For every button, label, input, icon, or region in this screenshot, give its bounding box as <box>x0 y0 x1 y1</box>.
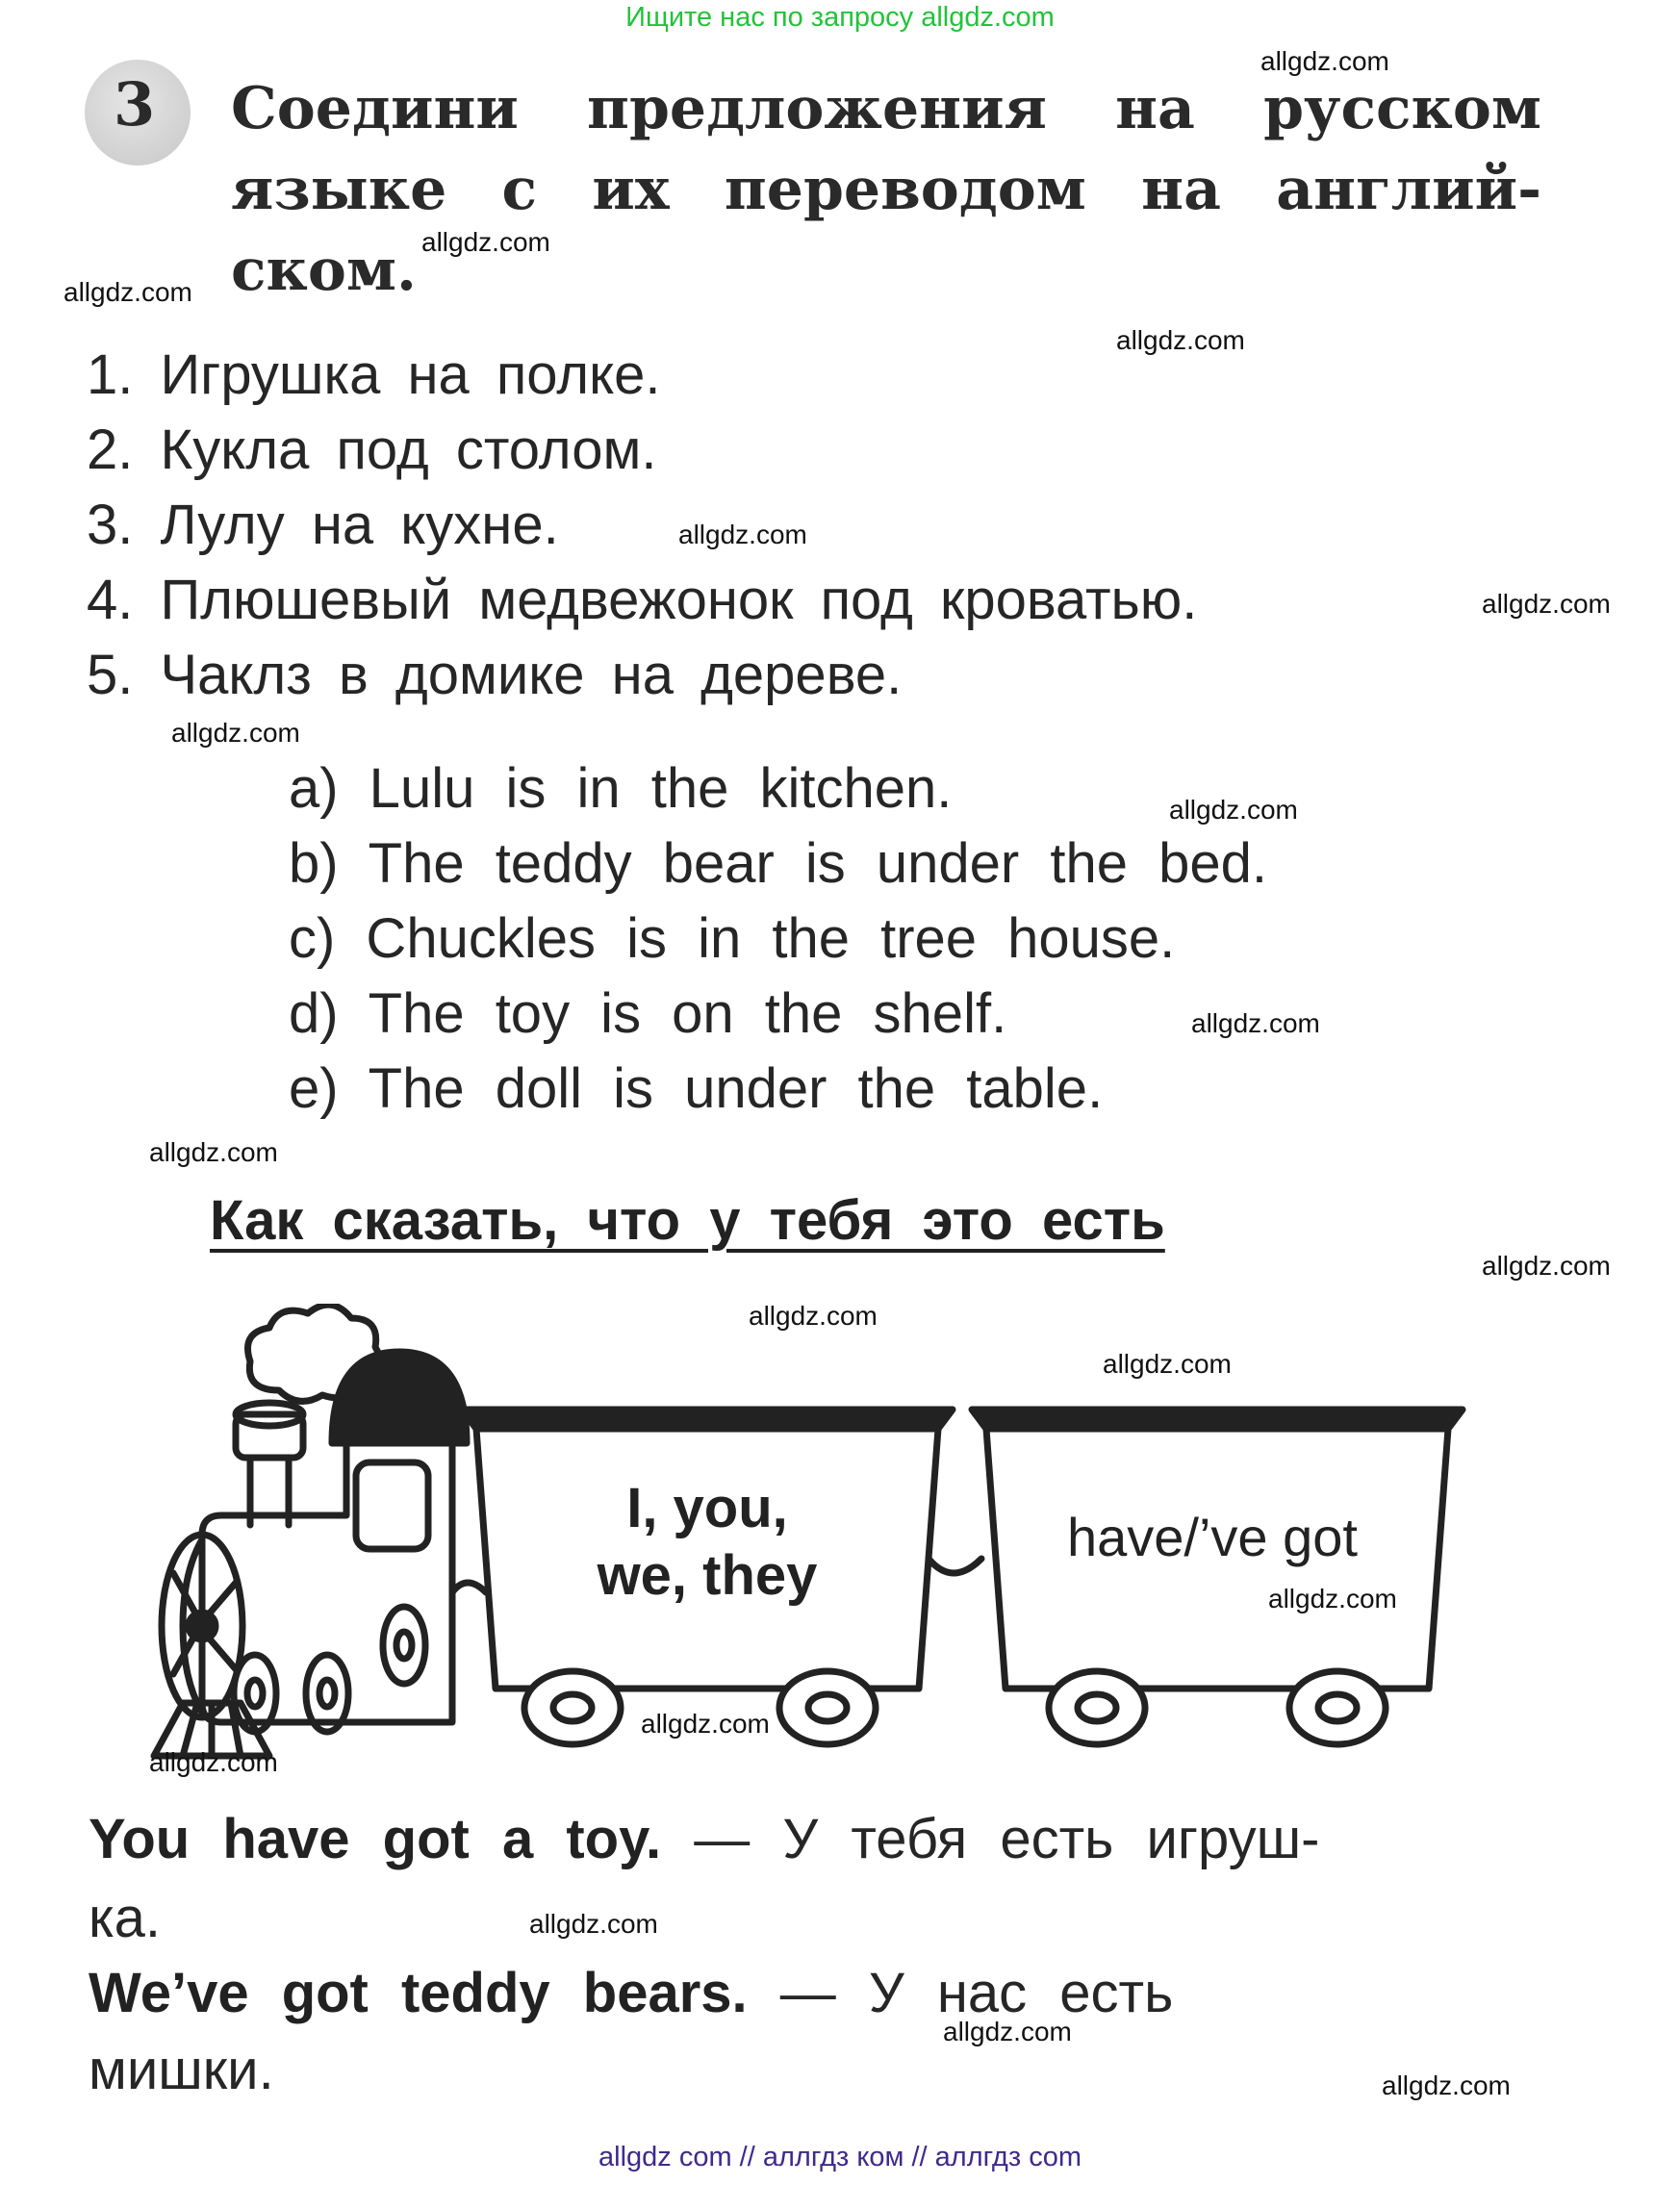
english-sentence-b: b) The teddy bear is under the bed. <box>289 832 1267 895</box>
example-1-english: You have got a toy. <box>89 1808 662 1870</box>
wagon-wheel-icon <box>779 1671 876 1744</box>
grammar-heading: Как сказать, что у тебя это есть <box>210 1189 1165 1252</box>
wagon-wheel-icon <box>1049 1671 1145 1744</box>
example-2 <box>89 1961 1173 2025</box>
watermark: allgdz.com <box>149 1747 278 1777</box>
watermark: allgdz.com <box>1482 589 1611 619</box>
wagon-wheel-icon <box>1289 1671 1386 1744</box>
english-sentence-a: a) Lulu is in the kitchen. <box>289 757 953 820</box>
cab-roof-icon <box>332 1352 467 1443</box>
watermark: allgdz.com <box>1103 1349 1232 1379</box>
watermark: allgdz.com <box>64 277 192 307</box>
russian-sentence-5: 5. Чаклз в домике на дереве. <box>87 644 903 706</box>
watermark: allgdz.com <box>1268 1584 1397 1613</box>
example-2-continued: мишки. <box>89 2039 274 2101</box>
watermark: allgdz.com <box>171 718 300 748</box>
russian-sentence-4: 4. Плюшевый медвежонок под кроватью. <box>87 569 1198 631</box>
watermark: allgdz.com <box>1482 1251 1611 1281</box>
locomotive-wheel-icon <box>383 1607 425 1684</box>
example-1-continued: ка. <box>89 1887 162 1949</box>
cab-window-icon <box>356 1462 428 1549</box>
english-sentence-c: c) Chuckles is in the tree house. <box>289 907 1176 970</box>
watermark: allgdz.com <box>1260 46 1389 76</box>
watermark: allgdz.com <box>1382 2071 1511 2100</box>
top-search-link[interactable]: Ищите нас по запросу allgdz.com <box>625 2 1055 33</box>
watermark: allgdz.com <box>749 1301 878 1331</box>
watermark: allgdz.com <box>1191 1008 1320 1038</box>
example-2-russian: — У нас есть <box>779 1962 1174 2024</box>
russian-sentence-3: 3. Лулу на кухне. <box>87 494 559 556</box>
exercise-number: 3 <box>114 69 156 140</box>
wagon-wheel-icon <box>524 1671 621 1744</box>
wagon-1-pronouns-line1: I, you, <box>626 1477 788 1539</box>
watermark: allgdz.com <box>529 1909 658 1939</box>
train-illustration <box>144 1304 1491 1785</box>
task-line-1: Соедини предложения на русском <box>231 75 1541 142</box>
watermark: allgdz.com <box>149 1137 278 1167</box>
english-sentence-d: d) The toy is on the shelf. <box>289 982 1007 1045</box>
russian-sentence-1: 1. Игрушка на полке. <box>87 343 661 406</box>
footer-links[interactable]: allgdz com // аллгдз ком // аллгдз com <box>598 2142 1082 2172</box>
task-line-3: ском. <box>231 237 417 304</box>
russian-sentence-2: 2. Кукла под столом. <box>87 419 657 481</box>
watermark: allgdz.com <box>421 227 550 257</box>
watermark: allgdz.com <box>641 1709 770 1739</box>
watermark: allgdz.com <box>1116 325 1245 355</box>
wagon-2-verb: have/’ve got <box>1067 1507 1358 1567</box>
example-1-russian: — У тебя есть игруш- <box>694 1808 1320 1870</box>
watermark: allgdz.com <box>678 520 807 549</box>
wagon-1-pronouns-line2: we, they <box>597 1544 818 1607</box>
english-sentence-e: e) The doll is under the table. <box>289 1057 1104 1120</box>
task-line-2: языке с их переводом на англий- <box>231 156 1541 223</box>
example-2-english: We’ve got teddy bears. <box>89 1962 748 2024</box>
watermark: allgdz.com <box>1169 795 1298 825</box>
example-1 <box>89 1807 1319 1871</box>
watermark: allgdz.com <box>943 2017 1072 2046</box>
